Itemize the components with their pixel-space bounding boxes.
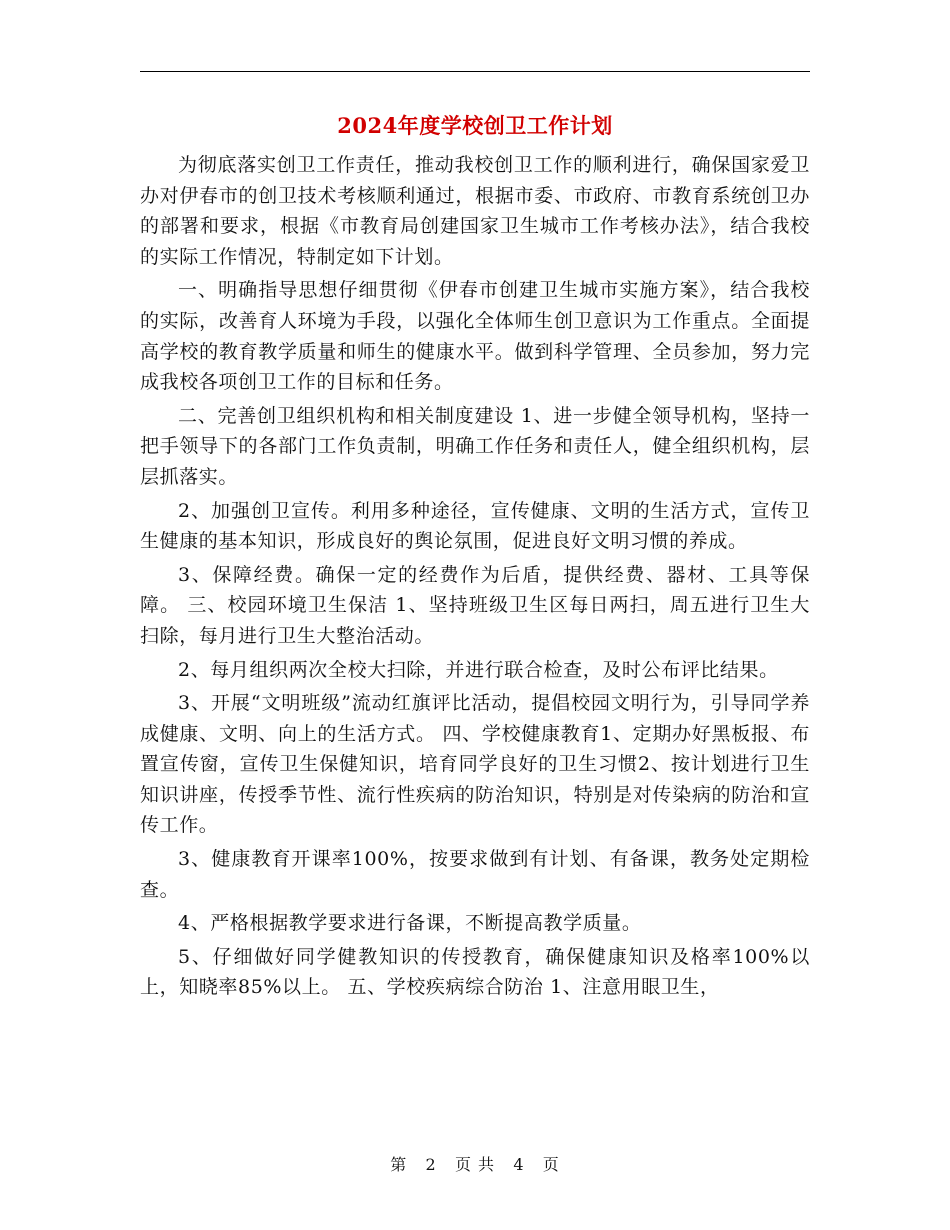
total-pages-number: 4 xyxy=(513,1155,525,1174)
paragraph: 5、仔细做好同学健教知识的传授教育，确保健康知识及格率100%以上，知晓率85%以上。 五、学校疾病综合防治 1、注意用眼卫生， xyxy=(140,945,810,999)
footer-middle: 页 共 xyxy=(454,1155,496,1174)
paragraph: 二、完善创卫组织机构和相关制度建设 1、进一步健全领导机构，坚持一把手领导下的各部门工作负责制，明确工作任务和责任人，健全组织机构，层层抓落实。 xyxy=(140,404,810,488)
paragraph: 4、严格根据教学要求进行备课，不断提高教学质量。 xyxy=(178,912,642,935)
paragraph: 为彻底落实创卫工作责任，推动我校创卫工作的顺利进行，确保国家爱卫办对伊春市的创卫技术考核顺利通过，根据市委、市政府、市教育系统创卫办的部署和要求，根据《市教育局创建国家卫生城市工作考核办法》，结合我校的实际工作情况，特制定如下计划。 xyxy=(140,154,810,268)
page-footer xyxy=(0,1154,950,1176)
document-body xyxy=(140,150,810,1006)
paragraph: 3、开展“文明班级”流动红旗评比活动，提倡校园文明行为，引导同学养成健康、文明、向上的生活方式。 四、学校健康教育1、定期办好黑板报、布置宣传窗，宣传卫生保健知识，培育同学良好的卫生习惯2、按计划进行卫生知识讲座，传授季节性、流行性疾病的防治知识，特别是对传染病的防治和宣传工作。 xyxy=(140,692,810,837)
paragraph: 3、健康教育开课率100%，按要求做到有计划、有备课，教务处定期检查。 xyxy=(140,848,810,901)
current-page-number: 2 xyxy=(425,1155,437,1174)
document-title: 2024年度学校创卫工作计划 xyxy=(337,113,613,138)
paragraph: 一、明确指导思想仔细贯彻《伊春市创建卫生城市实施方案》，结合我校的实际，改善育人环境为手段，以强化全体师生创卫意识为工作重点。全面提高学校的教育教学质量和师生的健康水平。做到科学管理、全员参加，努力完成我校各项创卫工作的目标和任务。 xyxy=(140,279,810,394)
paragraph: 2、加强创卫宣传。利用多种途径，宣传健康、文明的生活方式，宣传卫生健康的基本知识，形成良好的舆论氛围，促进良好文明习惯的养成。 xyxy=(140,499,810,553)
paragraph: 2、每月组织两次全校大扫除，并进行联合检查，及时公布评比结果。 xyxy=(178,658,779,681)
footer-prefix: 第 xyxy=(390,1155,408,1174)
header-rule xyxy=(140,71,810,72)
paragraph: 3、保障经费。确保一定的经费作为后盾，提供经费、器材、工具等保障。 三、校园环境卫生保洁 1、坚持班级卫生区每日两扫，周五进行卫生大扫除，每月进行卫生大整治活动。 xyxy=(140,563,810,647)
footer-suffix: 页 xyxy=(542,1155,560,1174)
